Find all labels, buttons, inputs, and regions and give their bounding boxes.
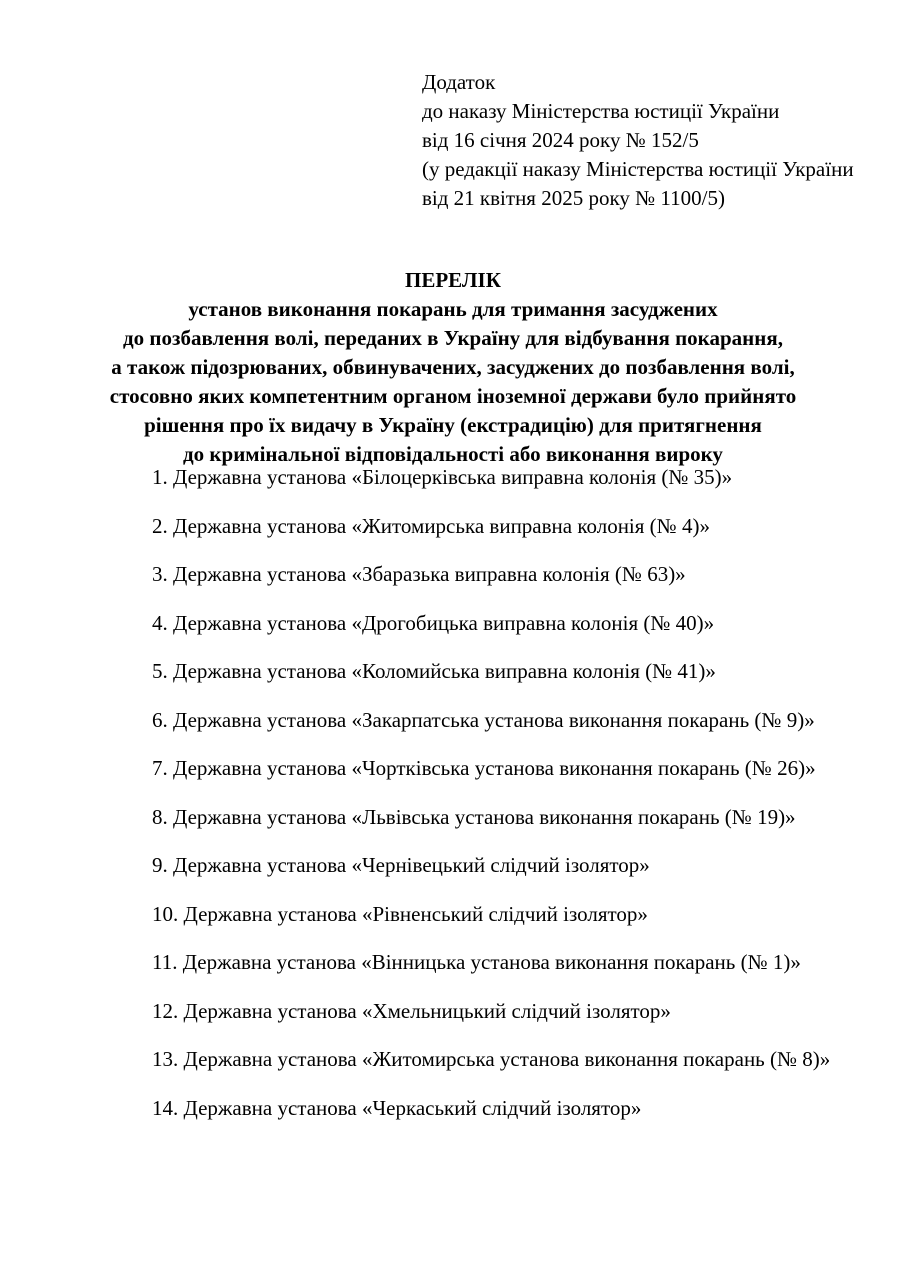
list-item: 2. Державна установа «Житомирська виправна колонія (№ 4)» (152, 513, 710, 538)
list-item: 1. Державна установа «Білоцерківська виправна колонія (№ 35)» (152, 465, 733, 489)
list-item: 6. Державна установа «Закарпатська установа виконання покарань (№ 9)» (152, 707, 815, 732)
document-title-line: до позбавлення волі, переданих в Україну для відбування покарання, (123, 326, 783, 350)
institutions-list (152, 467, 830, 1146)
document-title-line: до кримінальної відповідальності або виконання вироку (183, 442, 723, 466)
list-item: 3. Державна установа «Збаразька виправна колонія (№ 63)» (152, 562, 686, 586)
annex-note-line: від 16 січня 2024 року № 152/5 (422, 128, 699, 152)
list-item: 5. Державна установа «Коломийська виправна колонія (№ 41)» (152, 659, 716, 683)
list-item: 14. Державна установа «Черкаський слідчий ізолятор» (152, 1095, 642, 1120)
list-item: 9. Державна установа «Чернівецький слідчий ізолятор» (152, 853, 650, 877)
document-title (0, 266, 906, 469)
list-item: 13. Державна установа «Житомирська установа виконання покарань (№ 8)» (152, 1047, 831, 1071)
list-item: 4. Державна установа «Дрогобицька виправна колонія (№ 40)» (152, 610, 715, 635)
annex-note-line: до наказу Міністерства юстиції України (422, 99, 780, 123)
list-item: 10. Державна установа «Рівненський слідчий ізолятор» (152, 901, 648, 926)
list-item: 7. Державна установа «Чортківська установа виконання покарань (№ 26)» (152, 756, 816, 780)
document-title-line: стосовно яких компетентним органом іноземної держави було прийнято (109, 384, 797, 408)
list-item: 11. Державна установа «Вінницька установа виконання покарань (№ 1)» (152, 950, 801, 974)
annex-note-line: (у редакції наказу Міністерства юстиції України (422, 157, 854, 181)
document-title-line: а також підозрюваних, обвинувачених, засуджених до позбавлення волі, (111, 355, 795, 379)
annex-note-line: від 21 квітня 2025 року № 1100/5) (422, 186, 725, 210)
document-title-line: ПЕРЕЛІК (405, 268, 501, 292)
annex-note-line: Додаток (422, 70, 496, 94)
document-title-line: установ виконання покарань для тримання засуджених (188, 297, 718, 321)
annex-note (422, 68, 854, 213)
list-item: 8. Державна установа «Львівська установа виконання покарань (№ 19)» (152, 804, 796, 829)
list-item: 12. Державна установа «Хмельницький слідчий ізолятор» (152, 998, 671, 1023)
document-title-line: рішення про їх видачу в Україну (екстрадицію) для притягнення (144, 413, 762, 437)
